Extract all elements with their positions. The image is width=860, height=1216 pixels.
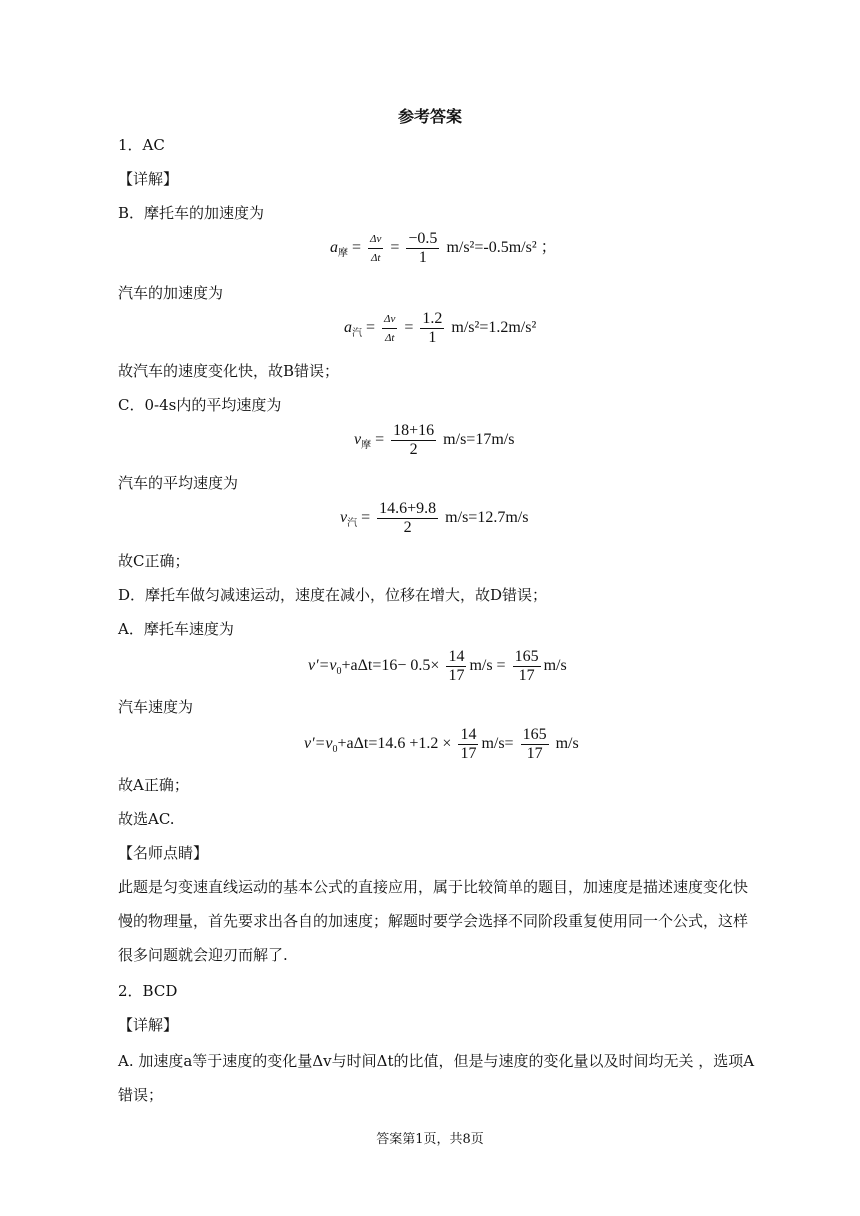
equation-car-speed: $v'=v_0+a\Delta t=14.6 +1.2$ × $\frac{14}{17}$ m/s= $\frac{165}{17}$ m/s <box>304 726 579 762</box>
equation-moto-avg-speed: $v_摩$ = $\frac{18+16}{2}$ m/s=17m/s <box>354 422 515 458</box>
q1-b-intro: B．摩托车的加速度为 <box>118 204 265 222</box>
q1-a-intro: A．摩托车速度为 <box>118 620 234 638</box>
q1-teacher-text: 此题是匀变速直线运动的基本公式的直接应用，属于比较简单的题目，加速度是描述速度变化快慢的物理量，首先要求出各自的加速度；解题时要学会选择不同阶段重复使用同一个公式，这样很多问题就会迎刃而解了. <box>118 878 749 964</box>
q2-detail-header: 【详解】 <box>118 1016 179 1034</box>
q1-a-car: 汽车速度为 <box>118 698 194 716</box>
q1-choose: 故选AC. <box>118 810 175 828</box>
q1-d-text: D．摩托车做匀减速运动，速度在减小，位移在增大，故D错误； <box>118 586 548 604</box>
q1-detail-header: 【详解】 <box>118 170 179 188</box>
equation-car-acceleration: $a_汽$ = $\frac{\Delta v}{\Delta t}$ = $\frac{1.2}{1}$ m/s²=1.2m/s² <box>344 310 537 346</box>
equation-moto-speed: $v'=v_0+a\Delta t=16- 0.5\times$ $\frac{14}{17}$ m/s = $\frac{165}{17}$ m/s <box>308 648 567 684</box>
q2-answer: 2．BCD <box>118 982 178 1000</box>
page-title: 参考答案 <box>397 107 462 126</box>
q1-b-conclusion: 故汽车的速度变化快，故B错误； <box>118 362 340 380</box>
q1-c-intro: C．0-4s内的平均速度为 <box>118 396 282 414</box>
q2-a-text: A. 加速度a等于速度的变化量Δv与时间Δt的比值，但是与速度的变化量以及时间均无关 ，选项A错误； <box>118 1052 755 1104</box>
q1-b-car: 汽车的加速度为 <box>118 284 224 302</box>
page-footer: 答案第1页，共8页 <box>376 1132 484 1147</box>
q1-answer: 1．AC <box>118 136 165 154</box>
q1-teacher-header: 【名师点睛】 <box>118 844 209 862</box>
q1-c-car: 汽车的平均速度为 <box>118 474 239 492</box>
q1-a-conclusion: 故A正确； <box>118 776 189 794</box>
q1-c-conclusion: 故C正确； <box>118 552 190 570</box>
equation-moto-acceleration: $a_摩$ = $\frac{\Delta v}{\Delta t}$ = $\frac{-0.5}{1}$ m/s²=-0.5m/s² ； <box>330 230 557 266</box>
equation-car-avg-speed: $v_汽$ = $\frac{14.6+9.8}{2}$ m/s=12.7m/s <box>340 500 529 536</box>
